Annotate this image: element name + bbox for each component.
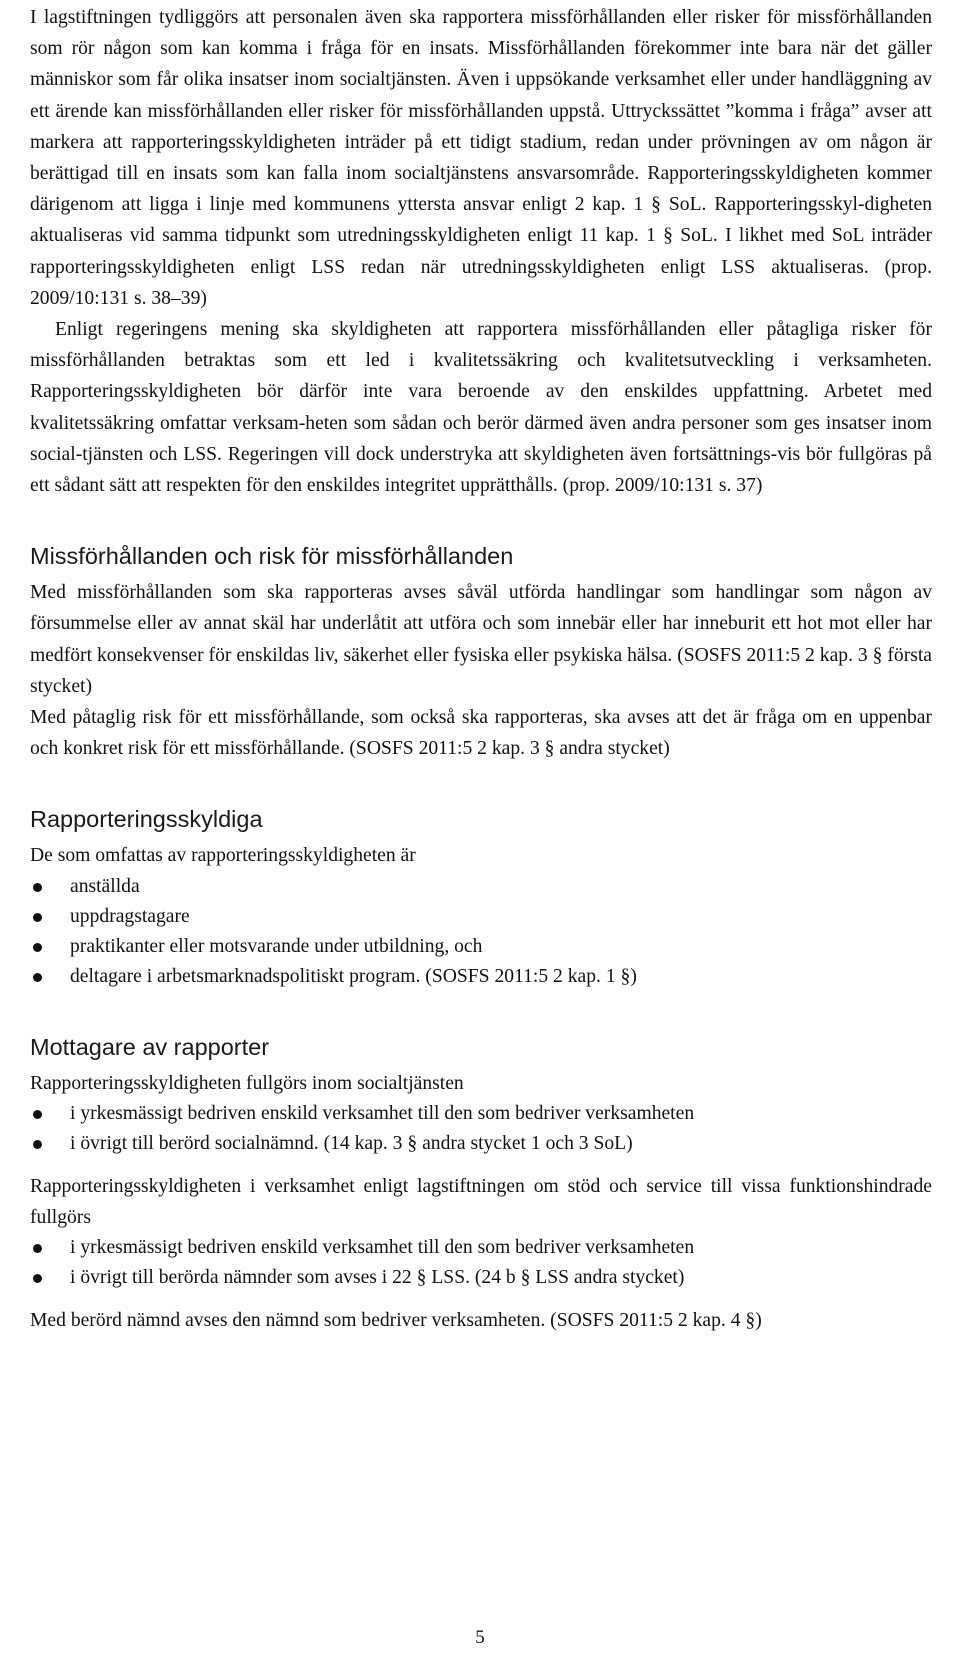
list-item-text: i övrigt till berörd socialnämnd. (14 kap. 3 § andra stycket 1 och 3 SoL) [70, 1132, 633, 1154]
list-item [30, 932, 932, 962]
list-item [30, 1263, 932, 1293]
page-content [30, 2, 932, 1336]
bullet-icon [33, 973, 42, 982]
list-item-text: i yrkesmässigt bedriven enskild verksamhet till den som bedriver verksamheten [70, 1102, 695, 1124]
list-item-text: uppdragstagare [70, 905, 190, 927]
list-lead: Rapporteringsskyldigheten i verksamhet enligt lagstiftningen om stöd och service till vissa funktionshindrade fullgörs [30, 1175, 932, 1229]
list-item-text: i övrigt till berörda nämnder som avses i 22 § LSS. (24 b § LSS andra stycket) [70, 1267, 685, 1289]
section-heading: Rapporteringsskyldiga [30, 806, 263, 833]
bullet-icon [33, 1244, 42, 1253]
bullet-icon [33, 883, 42, 892]
body-paragraph: Med berörd nämnd avses den nämnd som bedriver verksamheten. (SOSFS 2011:5 2 kap. 4 §) [30, 1310, 762, 1332]
list-item [30, 1099, 932, 1129]
bullet-icon [33, 913, 42, 922]
list-lead: De som omfattas av rapporteringsskyldigheten är [30, 845, 416, 867]
list-item [30, 1233, 932, 1263]
page-number: 5 [475, 1627, 485, 1648]
bullet-icon [33, 1140, 42, 1149]
list-item-text: i yrkesmässigt bedriven enskild verksamhet till den som bedriver verksamheten [70, 1237, 695, 1259]
section-heading: Missförhållanden och risk för missförhållanden [30, 543, 514, 570]
bullet-icon [33, 1274, 42, 1283]
intro-paragraph: Enligt regeringens mening ska skyldigheten att rapportera missförhållanden eller påtagliga risker för missförhållanden betraktas som ett led i kvalitetssäkring och kvalitetsutveckling i verksamheten. Rapporteringsskyldigheten bör därför inte vara beroende av den enskildes uppfattning. Arbetet med kvalitetssäkring omfattar verksam-heten som sådan och berör därmed även andra personer som ges insatser inom social-tjänsten och LSS. Regeringen vill dock understryka att skyldigheten även fortsättnings-vis bör fullgöras på ett sådant sätt att respekten för den enskildes integritet upprätthålls. (prop. 2009/10:131 s. 37) [30, 319, 932, 497]
list-item [30, 962, 932, 992]
list-item-text: deltagare i arbetsmarknadspolitiskt program. (SOSFS 2011:5 2 kap. 1 §) [70, 965, 637, 987]
list-lead: Rapporteringsskyldigheten fullgörs inom socialtjänsten [30, 1072, 464, 1094]
list-item [30, 872, 932, 902]
bullet-icon [33, 943, 42, 952]
list-item [30, 1129, 932, 1159]
body-paragraph: Med påtaglig risk för ett missförhållande, som också ska rapporteras, ska avses att det är fråga om en uppenbar och konkret risk för ett missförhållande. (SOSFS 2011:5 2 kap. 3 § andra stycket) [30, 707, 932, 760]
section-heading: Mottagare av rapporter [30, 1033, 270, 1060]
bullet-list [30, 1233, 932, 1293]
list-item-text: anställda [70, 875, 140, 897]
intro-paragraph: I lagstiftningen tydliggörs att personalen även ska rapportera missförhållanden eller risker för missförhållanden som rör någon som kan komma i fråga för en insats. Missförhållanden förekommer inte bara när det gäller människor som får olika insatser inom socialtjänsten. Även i uppsökande verksamhet eller under handläggning av ett ärende kan missförhållanden eller risker för missförhållanden uppstå. Uttryckssättet ”komma i fråga” avser att markera att rapporteringsskyldigheten inträder på ett tidigt stadium, redan under prövningen av om någon är berättigad till en insats som kan falla inom socialtjänstens ansvarsområde. Rapporteringsskyldigheten kommer därigenom att ligga i linje med kommunens yttersta ansvar enligt 2 kap. 1 § SoL. Rapporteringsskyl-digheten aktualiseras vid samma tidpunkt som utredningsskyldigheten enligt 11 kap. 1 § SoL. I likhet med SoL inträder rapporteringsskyldigheten enligt LSS redan när utredningsskyldigheten enligt LSS aktualiseras. (prop. 2009/10:131 s. 38–39) [30, 7, 932, 309]
list-item-text: praktikanter eller motsvarande under utbildning, och [70, 935, 483, 957]
bullet-list [30, 872, 932, 992]
bullet-icon [33, 1110, 42, 1119]
bullet-list [30, 1099, 932, 1159]
body-paragraph: Med missförhållanden som ska rapporteras avses såväl utförda handlingar som handlingar som någon av försummelse eller av annat skäl har underlåtit att utföra och som innebär eller har inneburit ett hot mot eller har medfört konsekvenser för enskildas liv, säkerhet eller fysiska eller psykiska hälsa. (SOSFS 2011:5 2 kap. 3 § första stycket) [30, 582, 932, 697]
list-item [30, 902, 932, 932]
